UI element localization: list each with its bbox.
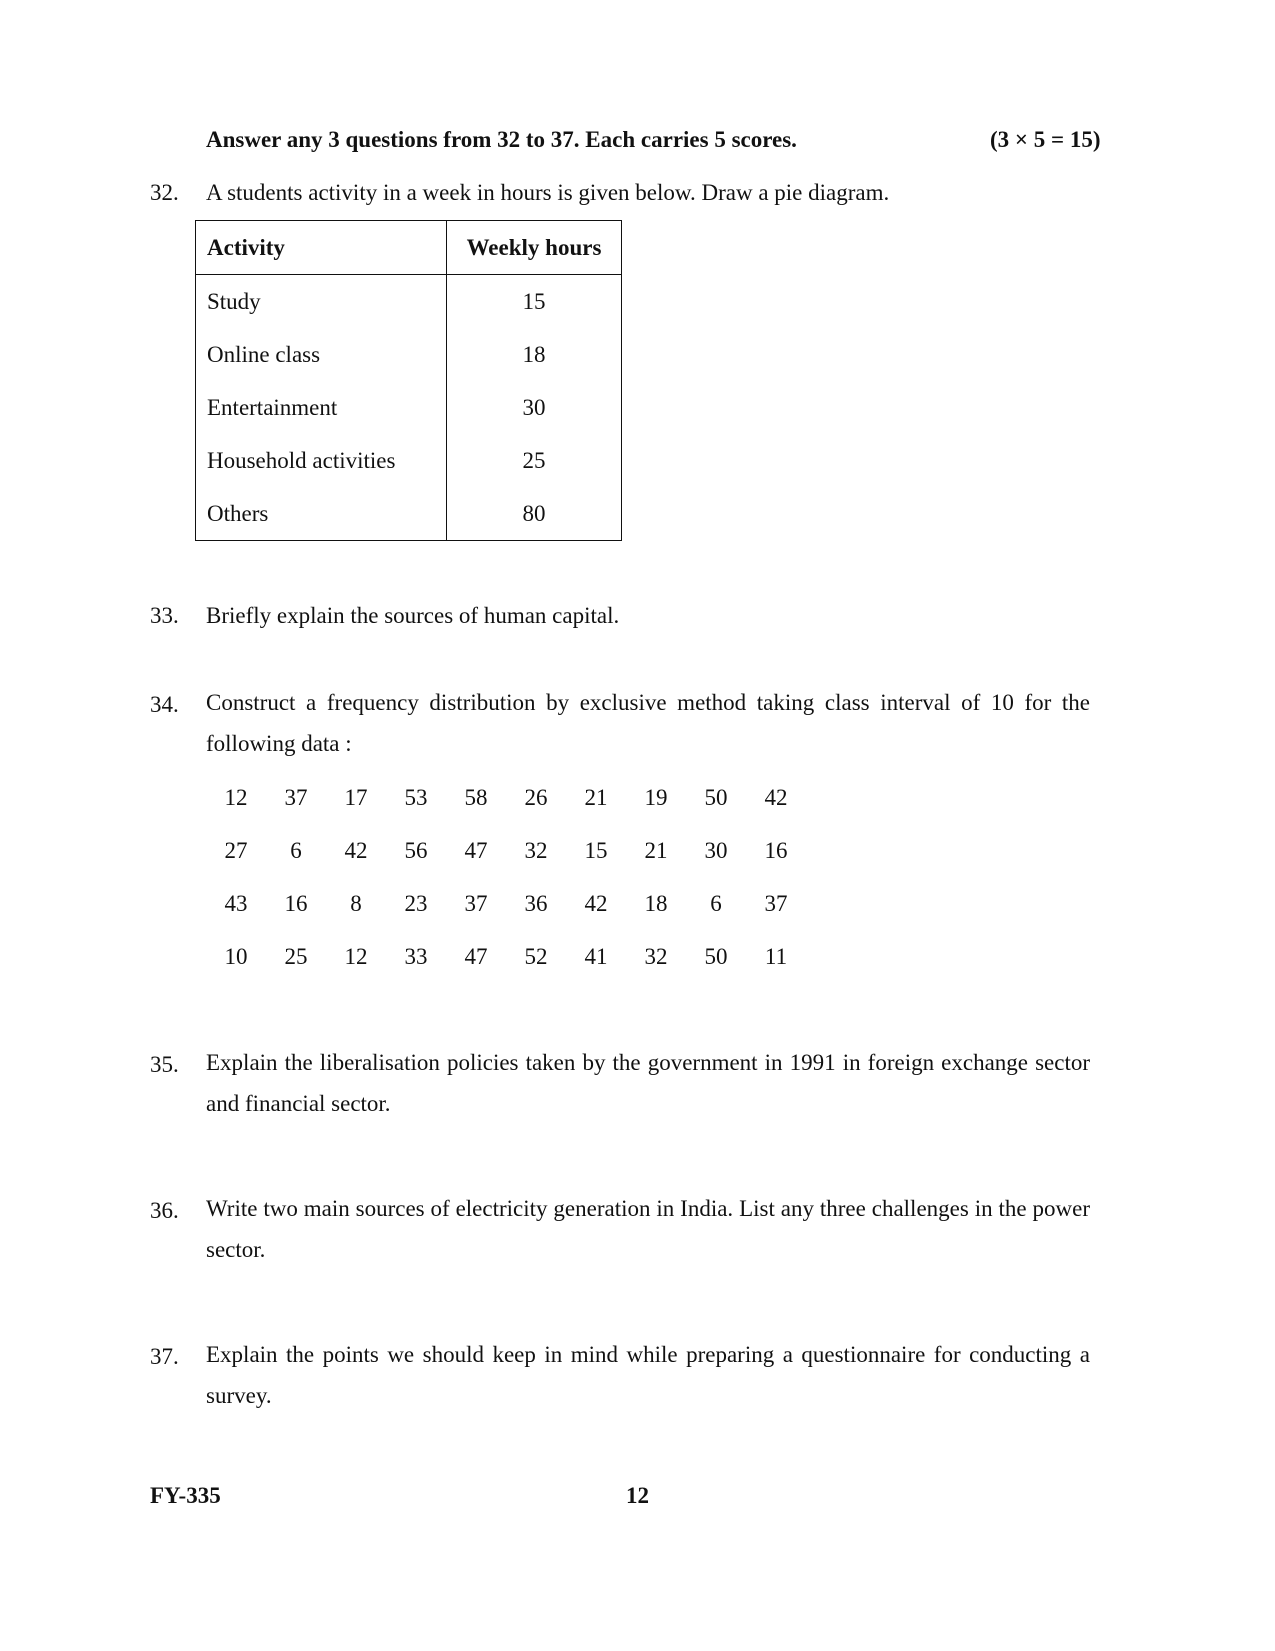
table-cell-hours: 15 bbox=[447, 275, 622, 329]
question-number-33: 33. bbox=[150, 603, 179, 628]
data-row bbox=[206, 945, 806, 998]
data-value: 10 bbox=[224, 944, 248, 969]
data-row bbox=[206, 839, 806, 892]
question-number-35: 35. bbox=[150, 1052, 179, 1077]
data-value: 33 bbox=[404, 944, 428, 969]
frequency-data-grid bbox=[206, 786, 806, 998]
data-value: 18 bbox=[644, 891, 668, 916]
page-number: 12 bbox=[626, 1483, 649, 1508]
data-value: 23 bbox=[404, 891, 428, 916]
data-value: 47 bbox=[464, 944, 488, 969]
question-number-36: 36. bbox=[150, 1198, 179, 1223]
table-cell-hours: 25 bbox=[447, 434, 622, 487]
data-value: 25 bbox=[284, 944, 308, 969]
table-cell-activity: Study bbox=[196, 275, 447, 329]
table-row bbox=[196, 328, 622, 381]
data-value: 50 bbox=[704, 785, 728, 810]
data-value: 12 bbox=[344, 944, 368, 969]
table-row bbox=[196, 434, 622, 487]
data-value: 32 bbox=[524, 838, 548, 863]
data-value: 56 bbox=[404, 838, 428, 863]
table-row bbox=[196, 275, 622, 329]
question-text-32: A students activity in a week in hours is given below. Draw a pie diagram. bbox=[206, 180, 890, 205]
data-value: 50 bbox=[704, 944, 728, 969]
question-number-32: 32. bbox=[150, 180, 179, 205]
table-cell-hours: 80 bbox=[447, 487, 622, 541]
data-value: 17 bbox=[344, 785, 368, 810]
data-value: 16 bbox=[284, 891, 308, 916]
table-header-row bbox=[196, 221, 622, 275]
table-cell-activity: Entertainment bbox=[196, 381, 447, 434]
question-text-36: Write two main sources of electricity generation in India. List any three challenges in the power sector. bbox=[206, 1196, 1090, 1262]
data-row bbox=[206, 892, 806, 945]
table-header-weekly-hours: Weekly hours bbox=[447, 221, 622, 275]
data-value: 30 bbox=[704, 838, 728, 863]
section-instruction: Answer any 3 questions from 32 to 37. Each carries 5 scores. bbox=[206, 127, 797, 152]
data-value: 6 bbox=[710, 891, 722, 916]
data-value: 15 bbox=[584, 838, 608, 863]
table-cell-hours: 30 bbox=[447, 381, 622, 434]
data-value: 26 bbox=[524, 785, 548, 810]
data-value: 37 bbox=[284, 785, 308, 810]
data-value: 41 bbox=[584, 944, 608, 969]
data-value: 12 bbox=[224, 785, 248, 810]
data-value: 11 bbox=[764, 944, 788, 969]
data-value: 16 bbox=[764, 838, 788, 863]
data-value: 21 bbox=[644, 838, 668, 863]
table-cell-activity: Others bbox=[196, 487, 447, 541]
question-number-37: 37. bbox=[150, 1344, 179, 1369]
data-value: 6 bbox=[290, 838, 302, 863]
table-cell-activity: Online class bbox=[196, 328, 447, 381]
data-value: 37 bbox=[464, 891, 488, 916]
data-value: 42 bbox=[344, 838, 368, 863]
data-value: 53 bbox=[404, 785, 428, 810]
table-cell-hours: 18 bbox=[447, 328, 622, 381]
section-marks: (3 × 5 = 15) bbox=[990, 127, 1101, 152]
table-row bbox=[196, 487, 622, 541]
data-value: 19 bbox=[644, 785, 668, 810]
footer-code: FY-335 bbox=[150, 1483, 221, 1508]
data-value: 42 bbox=[764, 785, 788, 810]
data-value: 47 bbox=[464, 838, 488, 863]
table-header-activity: Activity bbox=[196, 221, 447, 275]
question-number-34: 34. bbox=[150, 692, 179, 717]
data-value: 21 bbox=[584, 785, 608, 810]
data-value: 36 bbox=[524, 891, 548, 916]
question-text-35: Explain the liberalisation policies taken by the government in 1991 in foreign exchange sector and financial sector. bbox=[206, 1050, 1090, 1116]
data-value: 52 bbox=[524, 944, 548, 969]
data-row bbox=[206, 786, 806, 839]
activity-table bbox=[195, 220, 622, 541]
table-cell-activity: Household activities bbox=[196, 434, 447, 487]
question-text-33: Briefly explain the sources of human capital. bbox=[206, 603, 620, 628]
question-text-34: Construct a frequency distribution by exclusive method taking class interval of 10 for the following data : bbox=[206, 690, 1090, 756]
data-value: 43 bbox=[224, 891, 248, 916]
data-value: 8 bbox=[350, 891, 362, 916]
table-row bbox=[196, 381, 622, 434]
data-value: 37 bbox=[764, 891, 788, 916]
data-value: 27 bbox=[224, 838, 248, 863]
data-value: 42 bbox=[584, 891, 608, 916]
data-value: 58 bbox=[464, 785, 488, 810]
question-text-37: Explain the points we should keep in mind while preparing a questionnaire for conducting a survey. bbox=[206, 1342, 1090, 1408]
data-value: 32 bbox=[644, 944, 668, 969]
